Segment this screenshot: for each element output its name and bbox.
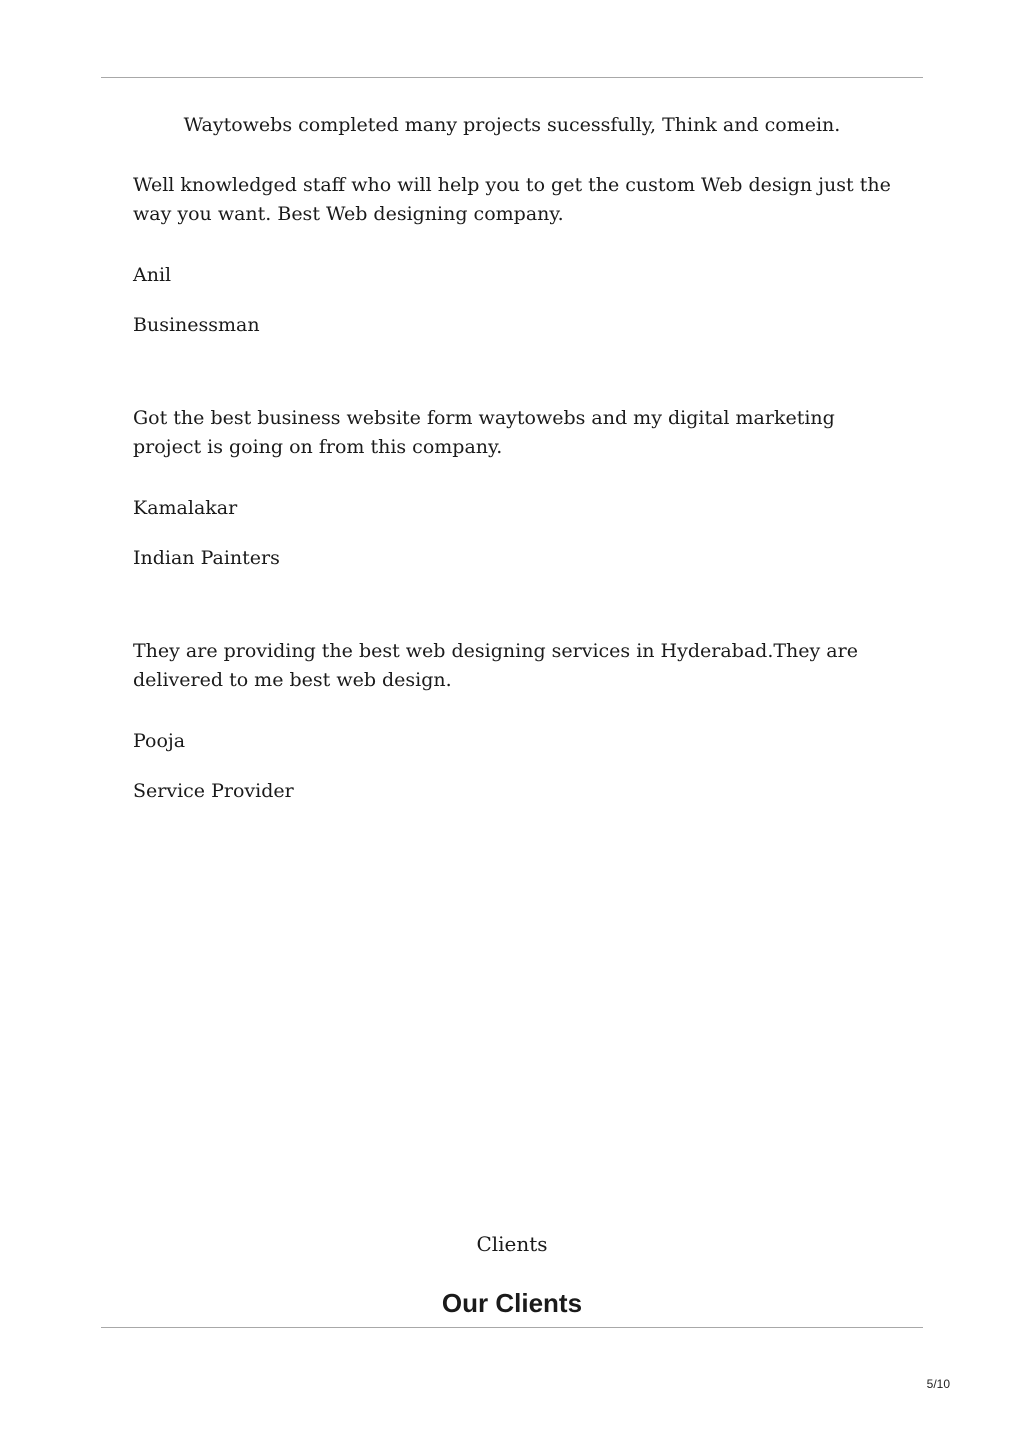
testimonial-role: Indian Painters bbox=[133, 547, 280, 569]
intro-text: Waytowebs completed many projects sucessfully, Think and comein. bbox=[183, 114, 841, 136]
top-divider bbox=[101, 77, 923, 78]
testimonial-author: Anil bbox=[133, 264, 172, 286]
bottom-divider bbox=[101, 1327, 923, 1328]
clients-label: Clients bbox=[476, 1232, 548, 1256]
testimonial-role: Service Provider bbox=[133, 780, 294, 802]
testimonial-quote: Well knowledged staff who will help you to get the custom Web design just the way you want. Best Web designing company. bbox=[133, 174, 891, 225]
testimonial-author: Kamalakar bbox=[133, 497, 238, 519]
testimonial-author: Pooja bbox=[133, 730, 186, 752]
testimonial-role: Businessman bbox=[133, 314, 260, 336]
page-number: 5/10 bbox=[926, 1377, 950, 1391]
clients-heading: Our Clients bbox=[441, 1288, 583, 1318]
testimonial-quote: Got the best business website form waytowebs and my digital marketing project is going on from this company. bbox=[133, 407, 835, 458]
testimonial-quote: They are providing the best web designing services in Hyderabad.They are delivered to me best web design. bbox=[133, 640, 858, 691]
